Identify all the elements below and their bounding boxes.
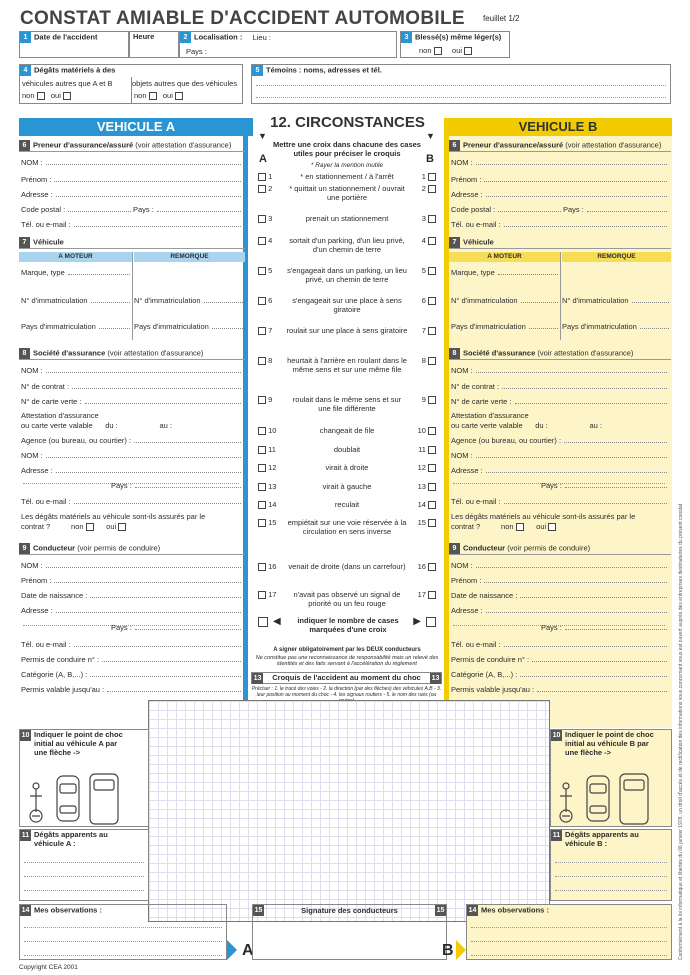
attestation-label-b: Attestation d'assurance	[451, 411, 529, 420]
section-8-header-b: 8 Société d'assurance (voir attestation d'assurance)	[449, 348, 671, 360]
corner-a-marker	[227, 940, 237, 960]
col-b-label: B	[426, 153, 434, 165]
attestation-label2-a: ou carte verte valable du : au :	[21, 421, 172, 430]
pays-immat-remorque-b[interactable]: Pays d'immatriculation	[562, 322, 669, 331]
pays-immat-b[interactable]: Pays d'immatriculation	[451, 322, 558, 331]
cond-adresse-b[interactable]: Adresse :	[451, 606, 667, 615]
circumstance-text: doublait	[333, 445, 361, 454]
circumstance-11: 11 doublait 11	[258, 445, 436, 454]
tel-b[interactable]: Tél. ou e-mail :	[451, 220, 667, 229]
corner-b-marker	[456, 940, 466, 960]
circumstance-text: virait à droite	[325, 463, 369, 472]
circ-b-checkbox[interactable]	[428, 237, 436, 245]
permis-a[interactable]: Permis de conduire n° :	[21, 655, 241, 664]
cond-pays-b[interactable]: Pays :	[541, 623, 667, 632]
form-title: CONSTAT AMIABLE D'ACCIDENT AUTOMOBILE	[20, 8, 465, 29]
adresse-a[interactable]: Adresse :	[21, 190, 241, 199]
remorque-header-b: REMORQUE	[562, 252, 671, 262]
circ-b-checkbox[interactable]	[428, 327, 436, 335]
section-9-header-b: 9 Conducteur (voir permis de conduire)	[449, 543, 671, 555]
sheet-number: feuillet 1/2	[483, 14, 520, 23]
agence-pays-b[interactable]: Pays :	[541, 481, 667, 490]
carte-verte-b[interactable]: N° de carte verte :	[451, 397, 667, 406]
cond-tel-a[interactable]: Tél. ou e-mail :	[21, 640, 241, 649]
circ-b-checkbox[interactable]	[428, 563, 436, 571]
adresse-b[interactable]: Adresse :	[451, 190, 667, 199]
count-b-box[interactable]	[426, 617, 436, 627]
immat-remorque-b[interactable]: N° d'immatriculation	[562, 296, 669, 305]
nom-b[interactable]: NOM :	[451, 158, 667, 167]
immat-a[interactable]: N° d'immatriculation	[21, 296, 130, 305]
circumstance-7: 7 roulait sur une place à sens giratoire 7	[258, 326, 436, 335]
circ-b-checkbox[interactable]	[428, 357, 436, 365]
circumstance-text: s'engageait sur une place à sens giratoire	[292, 296, 402, 314]
sketch-grid[interactable]	[148, 700, 550, 922]
cond-nom-b[interactable]: NOM :	[451, 561, 667, 570]
agence-pays-a[interactable]: Pays :	[111, 481, 241, 490]
moteur-header-b: A MOTEUR	[449, 252, 560, 262]
circumstance-text: * en stationnement / à l'arrêt	[300, 172, 394, 181]
croquis-header: 13 Croquis de l'accident au moment du choc 13	[251, 672, 442, 684]
count-row: ◀ indiquer le nombre de cases marquées d'une croix ▶	[258, 616, 436, 634]
arrow-a-icon: ▼	[258, 131, 267, 141]
remorque-header-a: REMORQUE	[134, 252, 245, 262]
observations-a[interactable]: 14 Mes observations :	[19, 904, 227, 960]
categorie-b[interactable]: Catégorie (A, B,...) :	[451, 670, 667, 679]
naissance-b[interactable]: Date de naissance :	[451, 591, 667, 600]
circumstance-6: 6 s'engageait sur une place à sens giratoire 6	[258, 296, 436, 314]
cond-pays-a[interactable]: Pays :	[111, 623, 241, 632]
pays-immat-a[interactable]: Pays d'immatriculation	[21, 322, 130, 331]
circ-b-checkbox[interactable]	[428, 173, 436, 181]
circ-a-checkbox[interactable]	[258, 237, 266, 245]
circumstance-4: 4 sortait d'un parking, d'un lieu privé, d'un chemin de terre 4	[258, 236, 436, 254]
contrat-b[interactable]: N° de contrat :	[451, 382, 667, 391]
bottom-b-label: B	[442, 942, 454, 959]
section-6-header-a: 6 Preneur d'assurance/assuré (voir attestation d'assurance)	[19, 140, 245, 152]
circumstance-15: 15 empiétait sur une voie réservée à la circulation en sens inverse 15	[258, 518, 436, 536]
bottom-a-label: A	[242, 942, 254, 959]
circumstance-text: virait à gauche	[322, 482, 372, 491]
arrow-left-icon: ◀	[273, 616, 281, 627]
circ-a-checkbox[interactable]	[258, 297, 266, 305]
pays-a[interactable]: Pays :	[133, 205, 241, 214]
agence-adresse-b[interactable]: Adresse :	[451, 466, 667, 475]
circumstance-13: 13 virait à gauche 13	[258, 482, 436, 491]
section-8-header-a: 8 Société d'assurance (voir attestation d'assurance)	[19, 348, 245, 360]
degats-box: 4 Dégâts matériels à des véhicules autres que A et B objets autres que des véhicules non oui non oui	[19, 64, 243, 104]
attestation-label2-b: ou carte verte valable du : au :	[451, 421, 602, 430]
blesses-non-checkbox[interactable]	[434, 47, 442, 55]
agence-nom-a[interactable]: NOM :	[21, 451, 241, 460]
circ-a-checkbox[interactable]	[258, 396, 266, 404]
circ-b-checkbox[interactable]	[428, 446, 436, 454]
circumstance-12: 12 virait à droite 12	[258, 463, 436, 472]
copyright: Copyright CEA 2001	[19, 964, 78, 971]
circ-b-checkbox[interactable]	[428, 267, 436, 275]
valable-a[interactable]: Permis valable jusqu'au :	[21, 685, 241, 694]
cond-prenom-a[interactable]: Prénom :	[21, 576, 241, 585]
cond-tel-b[interactable]: Tél. ou e-mail :	[451, 640, 667, 649]
agence-a[interactable]: Agence (ou bureau, ou courtier) :	[21, 436, 241, 445]
code-postal-b[interactable]: Code postal :	[451, 205, 561, 214]
sign-note-2: Ne constitue pas une reconnaissance de responsabilité mais un relevé des identités et des faits servant à l'accélération du règlement	[255, 655, 439, 667]
immat-remorque-a[interactable]: N° d'immatriculation	[134, 296, 243, 305]
sign-note: A signer obligatoirement par les DEUX conducteurs	[273, 647, 421, 653]
immat-b[interactable]: N° d'immatriculation	[451, 296, 558, 305]
cond-adresse-a[interactable]: Adresse :	[21, 606, 241, 615]
circumstance-text: * quittait un stationnement / ouvrait une portière	[289, 184, 405, 202]
attestation-label-a: Attestation d'assurance	[21, 411, 99, 420]
circ-a-checkbox[interactable]	[258, 215, 266, 223]
car-diagram-a	[22, 772, 144, 827]
contrat-a[interactable]: N° de contrat :	[21, 382, 241, 391]
circ-a-checkbox[interactable]	[258, 357, 266, 365]
circ-b-checkbox[interactable]	[428, 501, 436, 509]
section-7-header-b: 7 Véhicule	[449, 237, 671, 249]
section-9-header-a: 9 Conducteur (voir permis de conduire)	[19, 543, 245, 555]
point-choc-b[interactable]: 10 Indiquer le point de choc initial au véhicule B par une flèche ->	[550, 729, 672, 827]
circ-instruction: Mettre une croix dans chacune des cases utiles pour préciser le croquis	[273, 140, 421, 158]
categorie-a[interactable]: Catégorie (A, B,...) :	[21, 670, 241, 679]
arrow-right-icon: ▶	[413, 616, 421, 627]
circumstance-text: n'avait pas observé un signal de priorité ou un feu rouge	[293, 590, 401, 608]
circ-b-checkbox[interactable]	[428, 464, 436, 472]
observations-b[interactable]: 14 Mes observations :	[466, 904, 672, 960]
veh-oui-checkbox[interactable]	[63, 92, 71, 100]
circ-b-checkbox[interactable]	[428, 215, 436, 223]
agence-nom-b[interactable]: NOM :	[451, 451, 667, 460]
section-6-header-b: 6 Preneur d'assurance/assuré (voir attestation d'assurance)	[449, 140, 671, 152]
car-diagram-b	[552, 772, 670, 827]
circ-b-checkbox[interactable]	[428, 519, 436, 527]
circumstances-title: 12. CIRCONSTANCES	[270, 114, 425, 131]
circumstance-text: changeait de file	[319, 426, 375, 435]
heure-box[interactable]: Heure	[129, 31, 179, 58]
circ-a-checkbox[interactable]	[258, 519, 266, 527]
circ-b-checkbox[interactable]	[428, 591, 436, 599]
croquis-note: Préciser : 1. le tracé des voies - 2. la direction (par des flèches) des véhicules A,B - 3. leur position au moment du choc - 4. les signaux routiers - 5. le nom des rues (ou	[251, 686, 442, 698]
section-7-header-a: 7 Véhicule	[19, 237, 245, 249]
assur-nom-a[interactable]: NOM :	[21, 366, 241, 375]
agence-adresse-a[interactable]: Adresse :	[21, 466, 241, 475]
marque-a[interactable]: Marque, type	[21, 268, 130, 277]
assure-oui-a[interactable]	[118, 523, 126, 531]
obj-oui-checkbox[interactable]	[175, 92, 183, 100]
circ-b-checkbox[interactable]	[428, 396, 436, 404]
degats-apparents-b[interactable]: 11 Dégâts apparents au véhicule B :	[550, 829, 672, 901]
code-postal-a[interactable]: Code postal :	[21, 205, 131, 214]
circumstance-text: empiétait sur une voie réservée à la circulation en sens inverse	[287, 518, 407, 536]
temoins-box[interactable]: 5 Témoins : noms, adresses et tél.	[251, 64, 671, 104]
vehicle-b-header: VEHICULE B	[444, 118, 672, 136]
veh-non-checkbox[interactable]	[37, 92, 45, 100]
circumstance-text: heurtait à l'arrière en roulant dans le même sens et sur une même file	[287, 356, 407, 374]
vehicle-a-header: VEHICULE A	[19, 118, 253, 136]
point-choc-a[interactable]: 10 Indiquer le point de choc initial au véhicule A par une flèche ->	[19, 729, 149, 827]
prenom-b[interactable]: Prénom :	[451, 175, 667, 184]
blesses-oui-checkbox[interactable]	[464, 47, 472, 55]
circ-a-checkbox[interactable]	[258, 446, 266, 454]
carte-verte-a[interactable]: N° de carte verte :	[21, 397, 241, 406]
moteur-header-a: A MOTEUR	[19, 252, 132, 262]
circumstance-text: roulait sur une place à sens giratoire	[286, 326, 408, 335]
circumstance-text: sortait d'un parking, d'un lieu privé, d'un chemin de terre	[289, 236, 405, 254]
circ-a-checkbox[interactable]	[258, 483, 266, 491]
pays-b[interactable]: Pays :	[563, 205, 667, 214]
degats-question-a: Les dégâts matériels au véhicule sont-ils assurés par le	[21, 512, 206, 521]
agence-b[interactable]: Agence (ou bureau, ou courtier) :	[451, 436, 667, 445]
obj-non-checkbox[interactable]	[149, 92, 157, 100]
signature-box[interactable]: 15 Signature des conducteurs 15	[252, 904, 447, 960]
circ-a-checkbox[interactable]	[258, 173, 266, 181]
degats-apparents-a[interactable]: 11 Dégâts apparents au véhicule A :	[19, 829, 149, 901]
circumstance-10: 10 changeait de file 10	[258, 426, 436, 435]
circ-a-checkbox[interactable]	[258, 427, 266, 435]
circumstance-5: 5 s'engageait dans un parking, un lieu privé, un chemin de terre 5	[258, 266, 436, 284]
circumstance-text: roulait dans le même sens et sur une file différente	[292, 395, 402, 413]
assure-non-b[interactable]	[516, 523, 524, 531]
permis-b[interactable]: Permis de conduire n° :	[451, 655, 667, 664]
circumstance-text: venait de droite (dans un carrefour)	[288, 562, 406, 571]
circ-a-checkbox[interactable]	[258, 464, 266, 472]
circumstance-16: 16 venait de droite (dans un carrefour) 16	[258, 562, 436, 571]
circ-a-checkbox[interactable]	[258, 327, 266, 335]
circumstance-9: 9 roulait dans le même sens et sur une file différente 9	[258, 395, 436, 413]
col-a-label: A	[259, 153, 267, 165]
cond-prenom-b[interactable]: Prénom :	[451, 576, 667, 585]
localisation-box[interactable]: 2 Localisation : Lieu : Pays :	[179, 31, 397, 58]
circumstance-text: prenait un stationnement	[305, 214, 389, 223]
circumstance-14: 14 reculait 14	[258, 500, 436, 509]
naissance-a[interactable]: Date de naissance :	[21, 591, 241, 600]
degats-question-b: Les dégâts matériels au véhicule sont-ils assurés par le	[451, 512, 636, 521]
circ-a-checkbox[interactable]	[258, 563, 266, 571]
circ-b-checkbox[interactable]	[428, 427, 436, 435]
nom-a[interactable]: NOM :	[21, 158, 241, 167]
agence-tel-b[interactable]: Tél. ou e-mail :	[451, 497, 667, 506]
circumstance-text: reculait	[334, 500, 360, 509]
circumstance-17: 17 n'avait pas observé un signal de priorité ou un feu rouge 17	[258, 590, 436, 608]
marque-b[interactable]: Marque, type	[451, 268, 558, 277]
circumstance-3: 3 prenait un stationnement 3	[258, 214, 436, 223]
blesses-box[interactable]: 3 Blessé(s) même léger(s) non oui	[400, 31, 510, 58]
assure-oui-b[interactable]	[548, 523, 556, 531]
circumstance-1: 1 * en stationnement / à l'arrêt 1	[258, 172, 436, 181]
circumstance-text: s'engageait dans un parking, un lieu privé, un chemin de terre	[287, 266, 407, 284]
cond-nom-a[interactable]: NOM :	[21, 561, 241, 570]
circ-b-checkbox[interactable]	[428, 185, 436, 193]
circumstance-2: 2 * quittait un stationnement / ouvrait une portière 2	[258, 184, 436, 202]
circ-a-checkbox[interactable]	[258, 501, 266, 509]
circ-a-checkbox[interactable]	[258, 185, 266, 193]
arrow-b-icon: ▼	[426, 131, 435, 141]
circ-a-checkbox[interactable]	[258, 591, 266, 599]
tel-a[interactable]: Tél. ou e-mail :	[21, 220, 241, 229]
agence-tel-a[interactable]: Tél. ou e-mail :	[21, 497, 241, 506]
prenom-a[interactable]: Prénom :	[21, 175, 241, 184]
count-a-box[interactable]	[258, 617, 268, 627]
circ-a-checkbox[interactable]	[258, 267, 266, 275]
legal-sidenote: Conformément à la loi informatique et libertés du 06 janvier 1978, un droit d'accès et de rectification des informations vous concernant vous est ouvert auprès des entreprises destinataires du présent constat	[678, 503, 684, 960]
assure-non-a[interactable]	[86, 523, 94, 531]
circ-b-checkbox[interactable]	[428, 297, 436, 305]
circumstance-8: 8 heurtait à l'arrière en roulant dans le même sens et sur une même file 8	[258, 356, 436, 374]
circ-note: * Rayer la mention inutile	[310, 162, 384, 169]
pays-immat-remorque-a[interactable]: Pays d'immatriculation	[134, 322, 243, 331]
circ-b-checkbox[interactable]	[428, 483, 436, 491]
assur-nom-b[interactable]: NOM :	[451, 366, 667, 375]
valable-b[interactable]: Permis valable jusqu'au :	[451, 685, 667, 694]
date-box[interactable]: 1 Date de l'accident	[19, 31, 129, 58]
